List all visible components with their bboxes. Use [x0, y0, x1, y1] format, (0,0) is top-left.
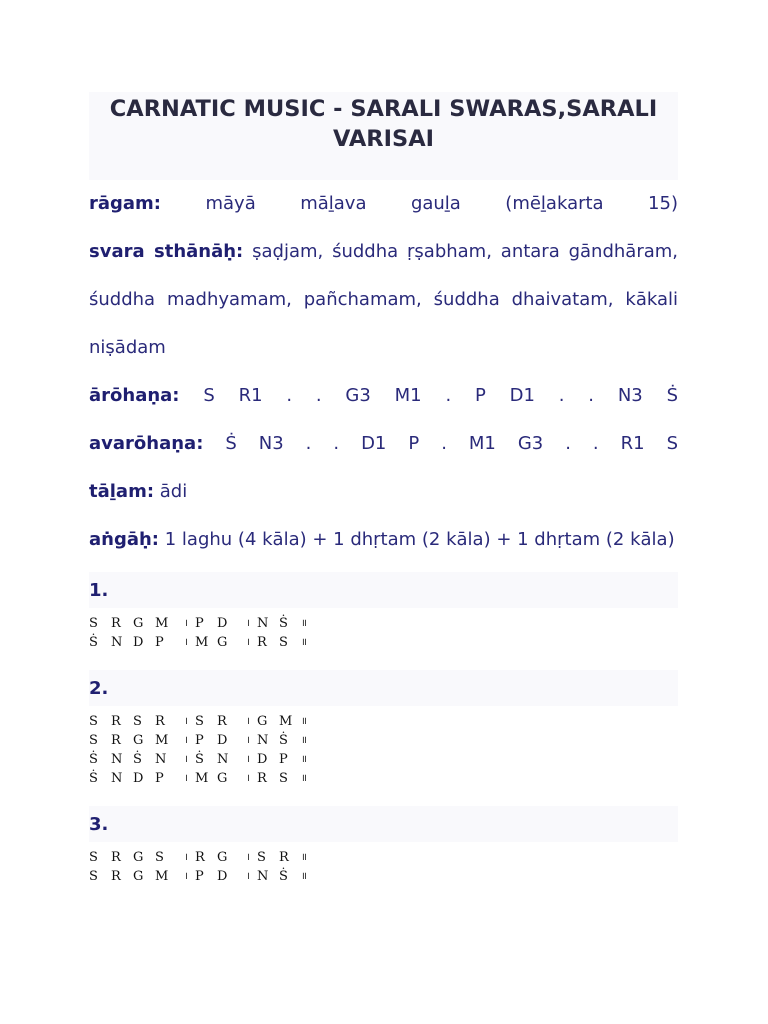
bar-line: ॥ — [301, 618, 307, 629]
exercise-heading: 3. — [89, 806, 678, 842]
swara-note: R — [111, 733, 121, 748]
swara-note: Ṡ — [279, 733, 288, 748]
notation-row — [89, 614, 678, 633]
talam-line — [89, 468, 678, 516]
swara-note: M — [155, 869, 169, 884]
page-title: CARNATIC MUSIC - SARALI SWARAS,SARALI VARISAI — [109, 96, 658, 152]
notation-row — [89, 712, 678, 731]
bar-line: । — [184, 637, 188, 648]
bar-line: । — [184, 716, 188, 727]
avarohana-label: avarōhaṇa: — [89, 433, 204, 454]
swara-note: G — [133, 733, 144, 748]
bar-line: । — [246, 618, 250, 629]
notation-row — [89, 867, 678, 886]
bar-line: । — [184, 773, 188, 784]
bar-line: । — [184, 754, 188, 765]
swara-note: Ṡ — [89, 771, 98, 786]
document-page — [89, 92, 678, 894]
arohana-label: ārōhaṇa: — [89, 385, 180, 406]
swara-note: R — [155, 714, 165, 729]
swara-note: G — [217, 635, 228, 650]
bar-line: ॥ — [301, 773, 307, 784]
bar-line: । — [246, 852, 250, 863]
raga-info — [89, 180, 678, 564]
bar-line: ॥ — [301, 735, 307, 746]
swara-note: R — [217, 714, 227, 729]
swara-note: M — [195, 771, 209, 786]
ragam-line — [89, 180, 678, 228]
swara-note: N — [257, 616, 269, 631]
swara-note: S — [279, 635, 288, 650]
notation-block — [89, 706, 678, 796]
angah-line — [89, 516, 678, 564]
swara-note: G — [257, 714, 268, 729]
svara-line — [89, 228, 678, 372]
swara-note: S — [133, 714, 142, 729]
swara-note: D — [257, 752, 268, 767]
ragam-label: rāgam: — [89, 193, 162, 214]
notation-row — [89, 731, 678, 750]
bar-line: । — [184, 735, 188, 746]
swara-note: D — [217, 733, 228, 748]
swara-note: R — [279, 850, 289, 865]
exercise-heading: 1. — [89, 572, 678, 608]
talam-value: ādi — [159, 481, 188, 502]
swara-note: N — [111, 635, 123, 650]
swara-note: N — [111, 752, 123, 767]
notation-row — [89, 848, 678, 867]
arohana-value: S R1 . . G3 M1 . P D1 . . N3 Ṡ — [203, 385, 679, 406]
bar-line: । — [246, 637, 250, 648]
swara-note: S — [155, 850, 164, 865]
swara-note: S — [279, 771, 288, 786]
swara-note: Ṡ — [89, 635, 98, 650]
swara-note: N — [257, 733, 269, 748]
svara-value: ṣaḍjam, śuddha ṛṣabham, antara gāndhāram, śuddha madhyamam, pañchamam, śuddha dhaivatam, kākali niṣādam — [89, 241, 678, 358]
notation-block — [89, 842, 678, 894]
bar-line: ॥ — [301, 637, 307, 648]
bar-line: । — [246, 716, 250, 727]
bar-line: । — [246, 754, 250, 765]
swara-note: M — [155, 616, 169, 631]
swara-note: S — [195, 714, 204, 729]
swara-note: M — [195, 635, 209, 650]
bar-line: । — [184, 618, 188, 629]
swara-note: P — [195, 616, 204, 631]
notation-row — [89, 750, 678, 769]
swara-note: Ṡ — [133, 752, 142, 767]
exercise-heading: 2. — [89, 670, 678, 706]
swara-note: D — [217, 869, 228, 884]
swara-note: R — [257, 635, 267, 650]
notation-block — [89, 608, 678, 660]
swara-note: N — [155, 752, 167, 767]
swara-note: R — [257, 771, 267, 786]
angah-label: aṅgāḥ: — [89, 529, 160, 550]
talam-label: tāḻam: — [89, 481, 155, 502]
swara-note: S — [89, 850, 98, 865]
swara-note: P — [155, 635, 164, 650]
arohana-line — [89, 372, 678, 420]
swara-note: Ṡ — [195, 752, 204, 767]
bar-line: । — [246, 735, 250, 746]
swara-note: R — [111, 714, 121, 729]
bar-line: ॥ — [301, 754, 307, 765]
swara-note: M — [155, 733, 169, 748]
swara-note: S — [89, 733, 98, 748]
avarohana-value: Ṡ N3 . . D1 P . M1 G3 . . R1 S — [225, 433, 678, 454]
bar-line: । — [246, 871, 250, 882]
swara-note: P — [279, 752, 288, 767]
swara-note: N — [111, 771, 123, 786]
swara-note: R — [111, 616, 121, 631]
swara-note: D — [133, 771, 144, 786]
avarohana-line — [89, 420, 678, 468]
swara-note: M — [279, 714, 293, 729]
swara-note: S — [89, 714, 98, 729]
swara-note: S — [89, 616, 98, 631]
ragam-value: māyā māḻava gauḻa (mēḻakarta 15) — [205, 193, 678, 214]
swara-note: D — [133, 635, 144, 650]
svara-label: svara sthānāḥ: — [89, 241, 244, 262]
swara-note: G — [133, 869, 144, 884]
swara-note: R — [111, 850, 121, 865]
swara-note: P — [195, 869, 204, 884]
swara-note: P — [195, 733, 204, 748]
bar-line: ॥ — [301, 871, 307, 882]
swara-note: R — [111, 869, 121, 884]
swara-note: Ṡ — [89, 752, 98, 767]
notation-row — [89, 769, 678, 788]
notation-row — [89, 633, 678, 652]
swara-note: Ṡ — [279, 616, 288, 631]
swara-note: G — [133, 616, 144, 631]
swara-note: N — [217, 752, 229, 767]
swara-note: S — [257, 850, 266, 865]
swara-note: P — [155, 771, 164, 786]
swara-note: G — [133, 850, 144, 865]
bar-line: । — [184, 852, 188, 863]
swara-note: D — [217, 616, 228, 631]
swara-note: G — [217, 771, 228, 786]
title-band — [89, 92, 678, 180]
swara-note: S — [89, 869, 98, 884]
swara-note: G — [217, 850, 228, 865]
exercise-list — [89, 572, 678, 894]
swara-note: N — [257, 869, 269, 884]
bar-line: । — [184, 871, 188, 882]
swara-note: R — [195, 850, 205, 865]
bar-line: । — [246, 773, 250, 784]
angah-value: 1 laghu (4 kāla) + 1 dhṛtam (2 kāla) + 1 dhṛtam (2 kāla) — [164, 529, 675, 550]
swara-note: Ṡ — [279, 869, 288, 884]
bar-line: ॥ — [301, 852, 307, 863]
bar-line: ॥ — [301, 716, 307, 727]
